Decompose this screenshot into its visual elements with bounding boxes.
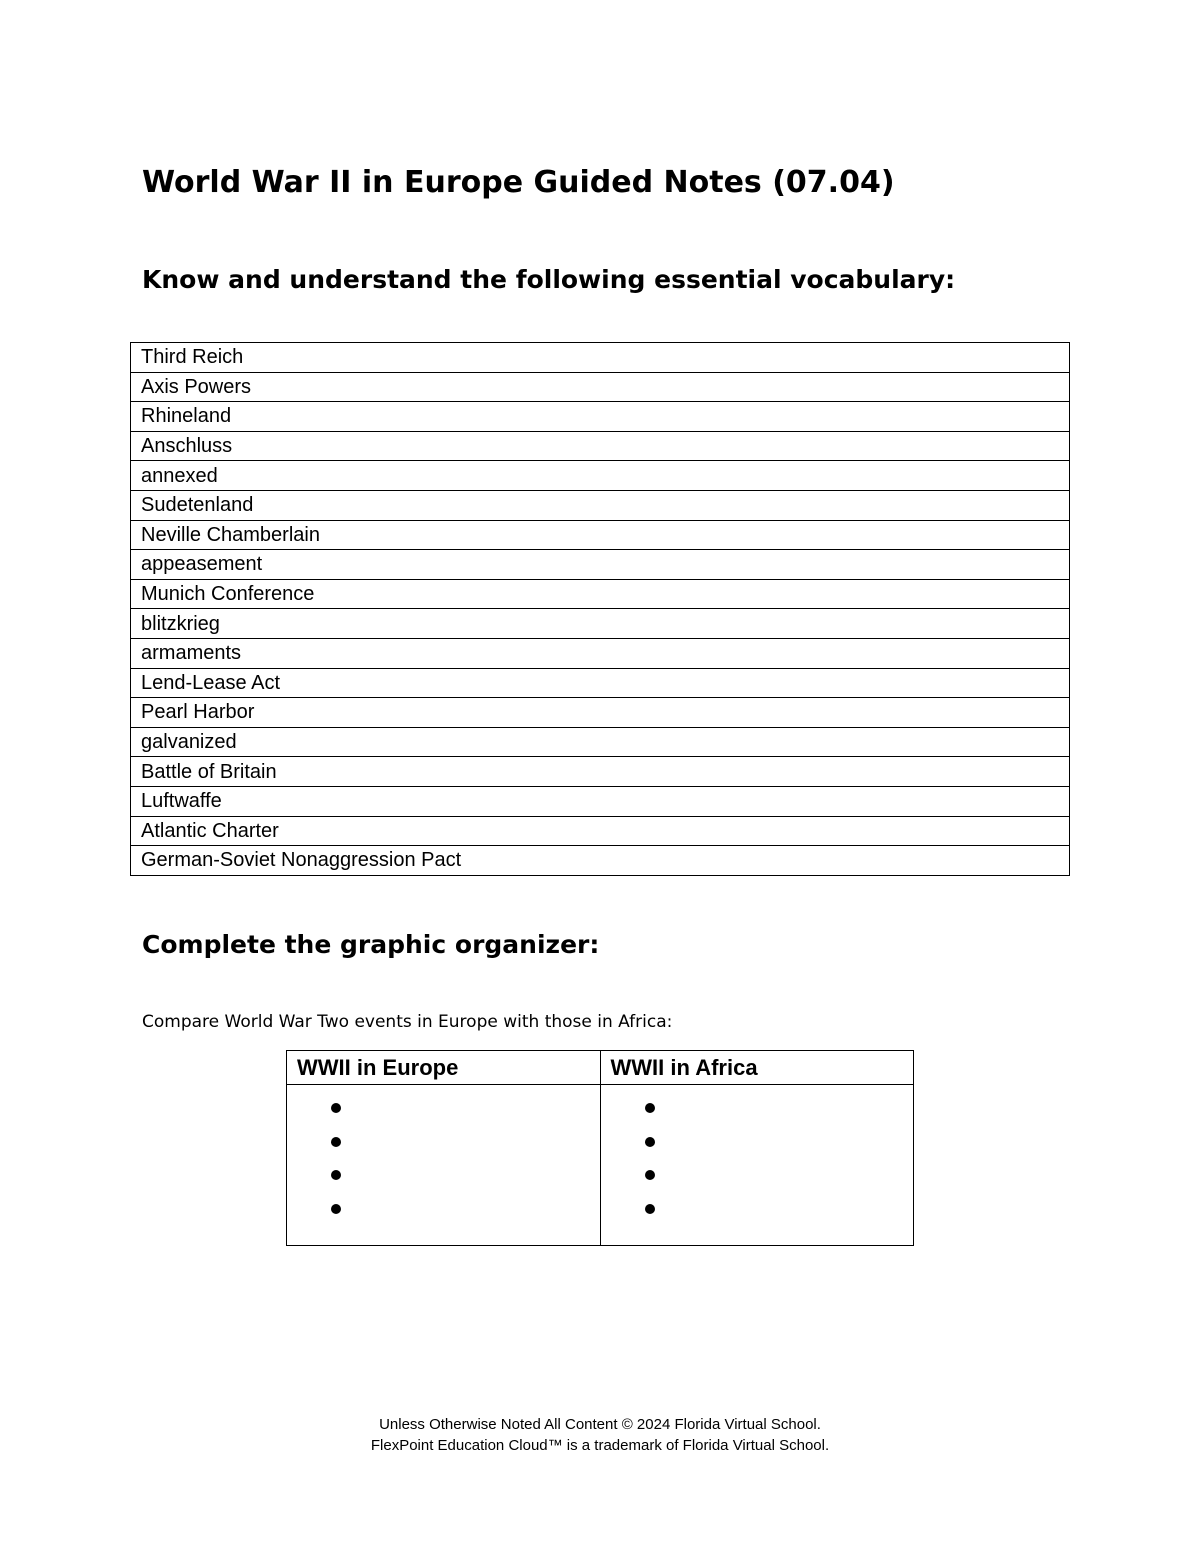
table-row [131,550,1070,580]
list-item [645,1093,914,1127]
table-row [131,579,1070,609]
bullet-icon [331,1103,341,1113]
list-item [331,1194,600,1228]
table-row [287,1085,914,1246]
vocabulary-table [130,342,1070,876]
bullet-icon [331,1204,341,1214]
table-row [131,698,1070,728]
list-item [331,1093,600,1127]
graphic-organizer-heading: Complete the graphic organizer: [142,930,600,959]
list-item [645,1194,914,1228]
page-title: World War II in Europe Guided Notes (07.04) [142,165,895,200]
vocab-term-battle-of-britain: Battle of Britain [131,757,1070,787]
vocab-term-blitzkrieg: blitzkrieg [131,609,1070,639]
table-row [131,609,1070,639]
vocabulary-heading: Know and understand the following essential vocabulary: [142,265,956,294]
vocab-term-annexed: annexed [131,461,1070,491]
vocab-term-german-soviet-pact: German-Soviet Nonaggression Pact [131,846,1070,876]
table-row [131,490,1070,520]
table-row [131,402,1070,432]
africa-bullet-list [601,1085,914,1227]
bullet-icon [645,1137,655,1147]
table-row [131,846,1070,876]
vocab-term-axis-powers: Axis Powers [131,372,1070,402]
table-row [131,372,1070,402]
vocab-term-luftwaffe: Luftwaffe [131,786,1070,816]
bullet-icon [331,1170,341,1180]
vocab-term-atlantic-charter: Atlantic Charter [131,816,1070,846]
africa-answer-cell[interactable] [600,1085,914,1246]
vocab-term-appeasement: appeasement [131,550,1070,580]
vocab-term-rhineland: Rhineland [131,402,1070,432]
vocab-term-third-reich: Third Reich [131,343,1070,373]
vocab-term-lend-lease-act: Lend-Lease Act [131,668,1070,698]
vocab-term-munich-conference: Munich Conference [131,579,1070,609]
copyright-notice: Unless Otherwise Noted All Content © 2024 Florida Virtual School. [379,1416,821,1433]
vocab-term-sudetenland: Sudetenland [131,490,1070,520]
trademark-notice: FlexPoint Education Cloud™ is a trademark of Florida Virtual School. [370,1437,830,1454]
table-row [131,343,1070,373]
list-item [331,1160,600,1194]
table-row [131,816,1070,846]
table-row [131,520,1070,550]
table-row [131,638,1070,668]
list-item [645,1127,914,1161]
table-row [131,727,1070,757]
bullet-icon [645,1204,655,1214]
column-header-africa: WWII in Africa [600,1051,914,1085]
bullet-icon [331,1137,341,1147]
vocab-term-anschluss: Anschluss [131,431,1070,461]
europe-bullet-list [287,1085,600,1227]
table-header-row [287,1051,914,1085]
europe-answer-cell[interactable] [287,1085,601,1246]
column-header-europe: WWII in Europe [287,1051,601,1085]
organizer-instruction: Compare World War Two events in Europe with those in Africa: [142,1012,673,1032]
page-footer [0,1414,1200,1456]
bullet-icon [645,1103,655,1113]
graphic-organizer-table [286,1050,914,1246]
table-row [131,757,1070,787]
list-item [331,1127,600,1161]
vocab-term-armaments: armaments [131,638,1070,668]
table-row [131,431,1070,461]
vocab-term-pearl-harbor: Pearl Harbor [131,698,1070,728]
table-row [131,461,1070,491]
table-row [131,786,1070,816]
bullet-icon [645,1170,655,1180]
vocab-term-neville-chamberlain: Neville Chamberlain [131,520,1070,550]
list-item [645,1160,914,1194]
table-row [131,668,1070,698]
vocab-term-galvanized: galvanized [131,727,1070,757]
